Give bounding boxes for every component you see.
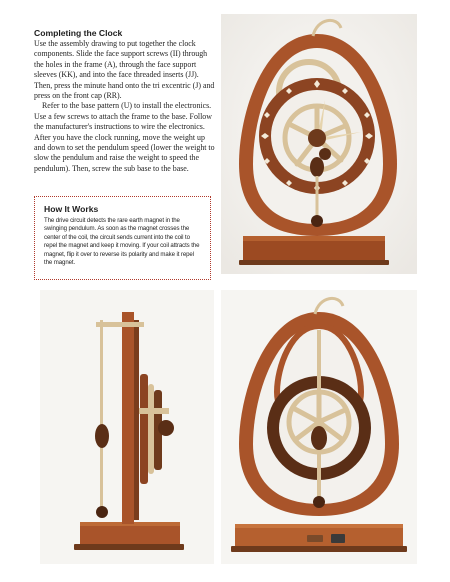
- paragraph-assembly: Use the assembly drawing to put together the clock components. Slide the face support screws (II) through the holes in the frame (A), through the face support sleeves (KK), and into the face threaded inserts (JJ). Then, press the minute hand onto the tri excentric (J) and press on the front cap (RR).: [34, 39, 215, 101]
- paragraph-electronics: Refer to the base pattern (U) to install the electronics. Use a few screws to attach the frame to the base. Follow the manufacturer's instructions to wire the electronics. After you have the clock running, move the weight up and down to set the pendulum speed (lower the weight to slow the pendulum and raise the weight to speed the pendulum). Then, screw the sub base to the base.: [34, 101, 215, 173]
- clock-front-photo: [221, 14, 417, 274]
- how-it-works-box: [34, 196, 211, 280]
- clock-side-photo: [40, 290, 214, 564]
- sidebar-text: The drive circuit detects the rare earth magnet in the swinging pendulum. As soon as the magnet crosses the center of the coil, the circuit sends current into the coil to repel the magnet and keep it moving. If your coil attracts the magnet, flip it over to reverse its polarity and make it repel the magnet.: [44, 217, 200, 267]
- article-text: [34, 28, 216, 174]
- clock-back-photo: [221, 290, 417, 564]
- section-heading: Completing the Clock: [34, 28, 123, 38]
- sidebar-title: How It Works: [44, 204, 99, 214]
